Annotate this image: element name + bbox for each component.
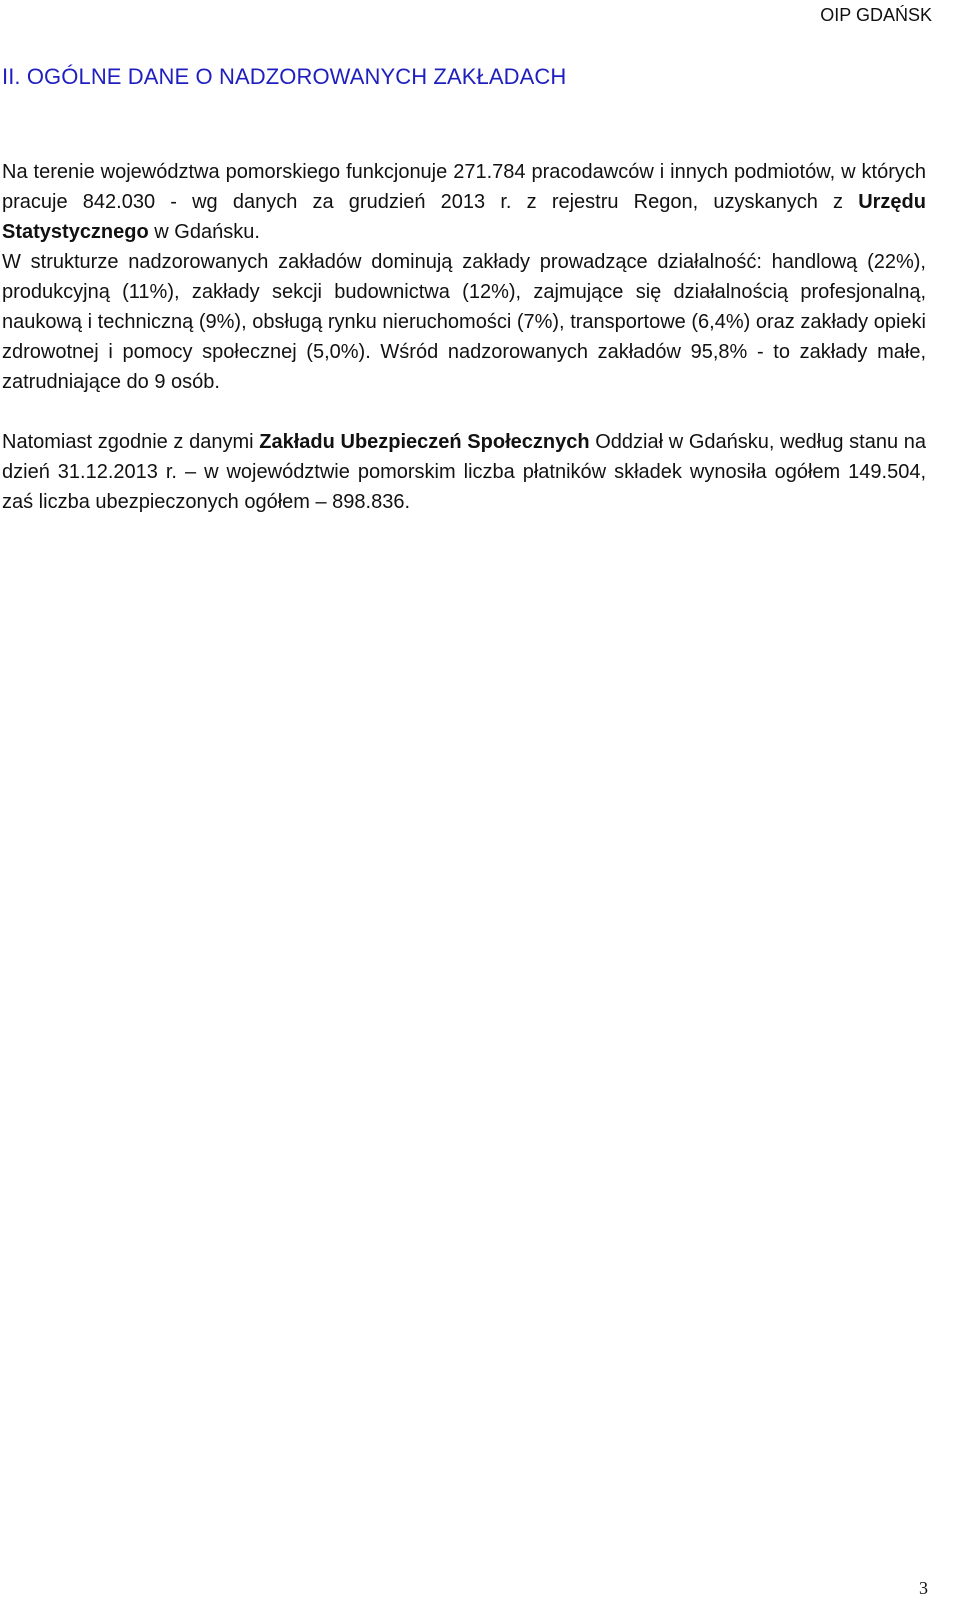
- paragraph-structure: W strukturze nadzorowanych zakładów dominują zakłady prowadzące działalność: handlową (22%), produkcyjną (11%), zakłady sekcji budownictwa (12%), zajmujące się działalnością profesjonalną, naukową i techniczną (9%), obsługą rynku nieruchomości (7%), transportowe (6,4%) oraz zakłady opieki zdrowotnej i pomocy społecznej (5,0%). Wśród nadzorowanych zakładów 95,8% - to zakłady małe, zatrudniające do 9 osób.: [2, 251, 926, 393]
- document-body: [2, 157, 926, 517]
- paragraph-zus-text-a: Natomiast zgodnie z danymi: [2, 431, 260, 453]
- paragraph-zus-bold: Zakładu Ubezpieczeń Społecznych: [259, 431, 590, 453]
- header-organization: OIP GDAŃSK: [820, 5, 932, 25]
- section-title: II. OGÓLNE DANE O NADZOROWANYCH ZAKŁADACH: [2, 64, 567, 89]
- paragraph-regon-text-a: Na terenie województwa pomorskiego funkcjonuje 271.784 pracodawców i innych podmiotów, w których pracuje 842.030 - wg danych za grudzień 2013 r. z rejestru Regon, uzyskanych z: [2, 161, 926, 213]
- paragraph-regon: [2, 157, 926, 247]
- paragraph-zus-text-b: Oddział w Gdańsku, według stanu na dzień 31.12.2013 r. – w województwie pomorskim liczba płatników składek wynosiła ogółem 149.504, zaś liczba ubezpieczonych ogółem – 898.836.: [2, 431, 926, 513]
- paragraph-regon-bold: Urzędu Statystycznego: [2, 191, 926, 243]
- paragraph-regon-text-b: w Gdańsku.: [148, 221, 260, 243]
- paragraph-zus: [2, 427, 926, 517]
- page-number: 3: [919, 1578, 928, 1598]
